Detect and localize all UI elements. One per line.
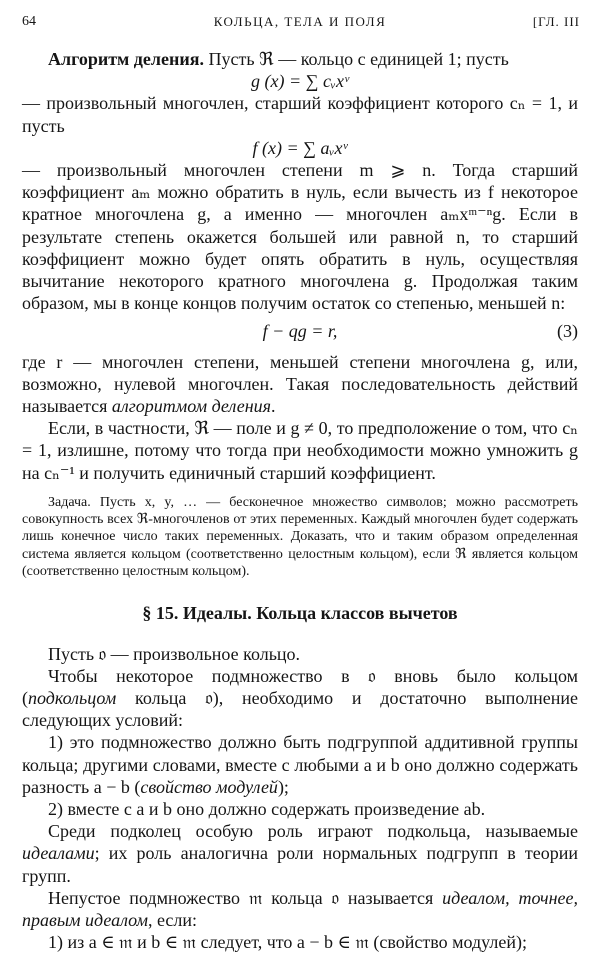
paragraph-text: Непустое подмножество 𝔪 кольца 𝔬 называется [48,887,443,908]
condition-1 [22,731,578,798]
equation-3 [22,320,578,342]
equation-3-body: f − qg = r, [262,321,338,342]
paragraph-g-description: — произвольный многочлен, старший коэффициент которого cₙ = 1, и пусть [22,93,578,136]
paragraph-text: Чтобы некоторое подмножество в 𝔬 вновь было кольцом ( [22,665,578,708]
paragraph-text: ; их роль аналогична роли нормальных подгрупп в теории групп. [22,843,578,886]
term-division-algorithm: Алгоритм деления. [48,49,204,69]
exercise-label: Задача. [48,494,91,510]
exercise-text [22,494,578,580]
paragraph-division-algorithm [22,48,578,70]
paragraph-text: ); [277,776,289,797]
term-italic: идеалами [22,843,95,864]
paragraph-subring [22,665,578,732]
running-title: КОЛЬЦА, ТЕЛА И ПОЛЯ [213,14,387,29]
paragraph-ideals [22,820,578,887]
chapter-label: [ГЛ. III [532,14,580,29]
ideal-condition-1: 1) из a ∈ 𝔪 и b ∈ 𝔪 следует, что a − b ∈ 𝔪 (свойство модулей); [48,932,527,953]
paragraph-text: Среди подколец особую роль играют подкольца, называемые [48,821,578,842]
formula-g: g (x) = ∑ cᵥxᵛ [250,71,349,92]
paragraph-ring: Пусть 𝔬 — произвольное кольцо. [48,643,301,664]
paragraph-f-description: — произвольный многочлен степени m ⩾ n. Тогда старший коэффициент aₘ можно обратить в нуль, если вычесть из f некоторое кратное многочлена g, а именно — многочлен aₘxᵐ⁻ⁿg. Если в результате степень окажется большей или равной n, то старший коэффициент можно будет опять обратить в нуль, осуществляя вычитание некоторого кратного многочлена g. Продолжая таким образом, мы в конце концов получим остаток со степенью, меньшей n: [22,160,578,314]
term-italic: идеалом, точнее, правым идеалом [22,887,578,930]
paragraph-text: . [271,396,276,417]
section-title: § 15. Идеалы. Кольца классов вычетов [142,603,458,624]
paragraph-text: кольца 𝔬), необходимо и достаточно выполнение следующих условий: [22,687,578,731]
paragraph-ideal-definition [22,887,578,931]
paragraph-field-case: Если, в частности, ℜ — поле и g ≠ 0, то предположение о том, что cₙ = 1, излишне, потому что тогда при необходимости можно умножить g на cₙ⁻¹ и получить единичный старший коэффициент. [22,418,578,483]
paragraph-remainder [22,351,578,418]
formula-f: f (x) = ∑ aᵥxᵛ [252,137,348,158]
paragraph-text: где r — многочлен степени, меньшей степени многочлена g, или, возможно, нулевой многочлен. Такая последовательность действий называется [22,351,578,417]
paragraph-text: , если: [147,909,197,930]
paragraph-text: 1) это подмножество должно быть подгруппой аддитивной группы кольца; другими словами, вместе с любыми a и b оно должно содержать разность a − b ( [22,732,578,797]
exercise-body: Пусть x, y, … — бесконечное множество символов; можно рассмотреть совокупность всех ℜ-многочленов от этих переменных. Каждый многочлен будет содержать лишь конечное число таких переменных. Доказать, что и таким образом определенная система является кольцом (соответственно целостным кольцом), если ℜ является кольцом (соответственно целостным кольцом). [22,494,578,580]
paragraph-text: Пусть ℜ — кольцо с единицей 1; пусть [203,49,509,69]
condition-2: 2) вместе с a и b оно должно содержать произведение ab. [48,798,486,819]
equation-3-number: (3) [557,321,578,342]
page-body [22,48,578,953]
term-italic: алгоритмом деления [111,396,272,417]
page-number: 64 [22,14,36,29]
term-italic: подкольцом [28,687,117,708]
term-italic: свойство модулей [140,776,278,797]
